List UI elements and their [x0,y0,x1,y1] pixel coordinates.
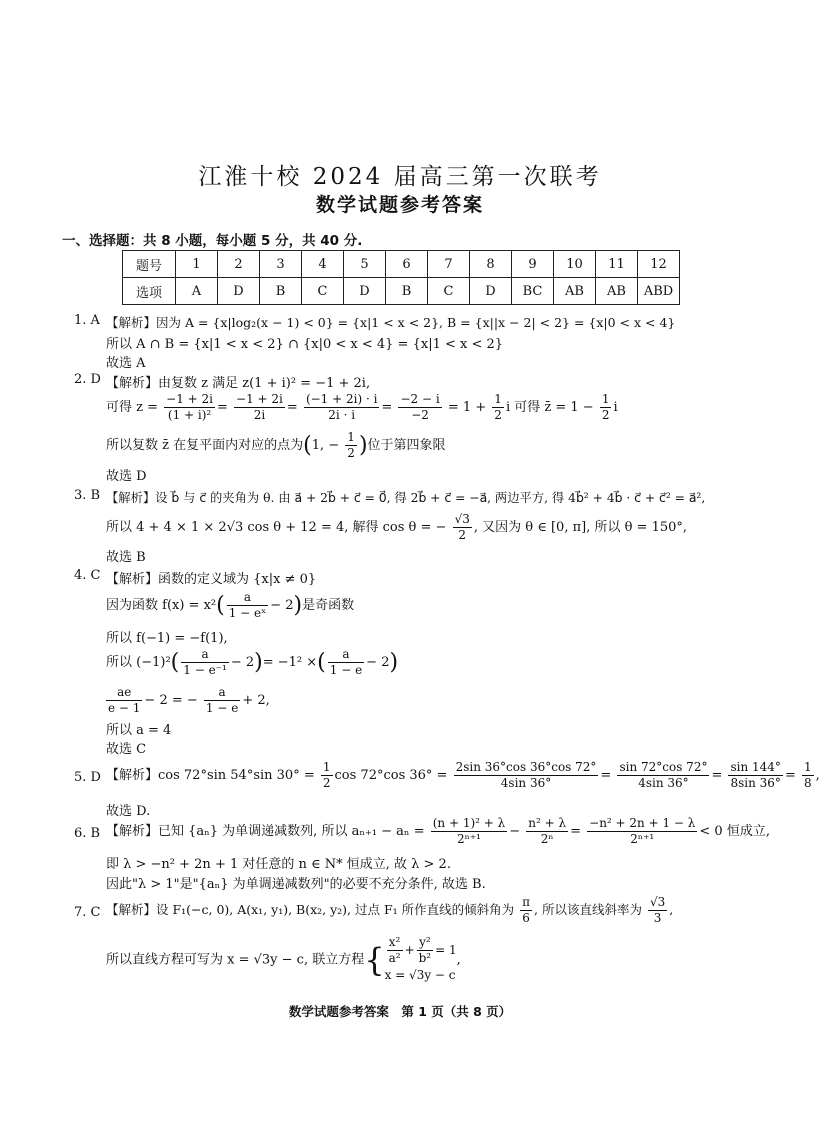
numerator: 1 [322,760,331,774]
table-cell: A [176,278,218,305]
fraction [587,816,697,847]
fraction [234,392,285,423]
equation-2: x = √3y − c [384,968,456,982]
q1-line2: 所以 A ∩ B = {x|1 < x < 2} ∩ {x|0 < x < 4} = {x|1 < x < 2} [106,337,504,352]
table-cell: 5 [344,251,386,278]
text: i 可得 z̄ = 1 − [505,400,594,415]
fraction [728,760,782,791]
denominator: (1 + i)² [167,408,212,422]
q1-line1: 【解析】因为 A = {x|log₂(x − 1) < 0} = {x|1 < x < 2}, B = {x||x − 2| < 2} = {x|0 < x < 4} [106,315,676,330]
text: − 2 [366,655,390,670]
fraction [431,816,508,847]
denominator: 4sin 36° [500,776,552,790]
q1-line3: 故选 A [106,356,146,371]
numerator: a [204,685,240,701]
text: < 0 恒成立, [699,824,770,839]
q4-line1: 【解析】函数的定义域为 {x|x ≠ 0} [106,572,317,587]
table-cell: C [428,278,470,305]
denominator: 1 − e [205,701,239,715]
text: 因为函数 f(x) = x² [106,598,217,613]
text: − 2 = − [144,693,198,708]
fraction [648,895,667,926]
text: 【解析】已知 {aₙ} 为单调递减数列, 所以 aₙ₊₁ − aₙ = [106,824,425,839]
table-cell: ABD [638,278,680,305]
fraction [106,685,142,716]
numerator: −1 + 2i [166,392,214,406]
q4-line5 [106,685,270,716]
fraction [526,816,568,847]
fraction [520,895,532,926]
text: + 2, [242,693,270,708]
table-cell: 8 [470,251,512,278]
page-title: 江淮十校 2024 届高三第一次联考 [198,164,602,190]
text: 是奇函数 [302,598,355,613]
numerator: √3 [649,895,666,909]
text: = 1 [435,943,457,957]
section-heading: 一、选择题：共 8 小题，每小题 5 分，共 40 分. [62,233,363,249]
fraction [328,647,364,678]
table-header-option: 选项 [123,278,176,305]
denominator: 6 [522,911,530,925]
numerator: (−1 + 2i) · i [305,392,378,406]
question-number: 4. C [74,568,101,583]
numerator: sin 72°cos 72° [619,760,708,774]
denominator: 8sin 36° [730,776,781,790]
text: + [404,943,415,957]
table-cell: B [260,278,302,305]
text: 位于第四象限 [367,438,446,453]
text: , [815,768,820,783]
denominator: a² [388,951,401,965]
numerator: −1 + 2i [236,392,283,406]
denominator: 2i · i [328,408,356,422]
q3-line3: 故选 B [106,550,146,565]
text: = 1 + [447,400,487,415]
table-cell: D [344,278,386,305]
question-number: 1. A [74,313,100,328]
table-cell: D [470,278,512,305]
text: − 2 [230,655,255,670]
q2-line3: 所以复数 z̄ 在复平面内对应的点为(1, − $\frac{1}{2}$ )位于第四象限 [106,430,446,460]
fraction [417,935,434,966]
table-cell: 9 [512,251,554,278]
fraction [345,430,357,461]
fraction [304,392,380,423]
text: 【解析】设 F₁(−c, 0), A(x₁, y₁), B(x₂, y₂), 过点 F₁ 所作直线的倾斜角为 [106,902,515,917]
text: 所以 4 + 4 × 1 × 2√3 cos θ + 12 = 4, 解得 cos θ = − [106,520,447,535]
fraction [204,685,240,716]
table-cell: 3 [260,251,302,278]
denominator: 4sin 36° [638,776,689,790]
page-footer: 数学试题参考答案 第 1 页（共 8 页） [288,1004,512,1019]
table-cell: BC [512,278,554,305]
numerator: 1 [347,430,355,444]
q2-line4: 故选 D [106,469,147,484]
table-cell: D [218,278,260,305]
fraction [600,392,612,423]
fraction [387,935,403,966]
q2-line1: 【解析】由复数 z 满足 z(1 + i)² = −1 + 2i, [106,376,371,391]
table-cell: AB [554,278,596,305]
fraction [617,760,709,791]
numerator: a [328,647,364,663]
text: 可得 z = [106,400,159,415]
text: , [669,902,674,917]
equation-1 [385,935,457,966]
table-cell: C [302,278,344,305]
q4-line7: 故选 C [106,742,147,757]
table-cell: 1 [176,251,218,278]
q6-line1: 【解析】已知 {aₙ} 为单调递减数列, 所以 aₙ₊₁ − aₙ = $\frac{\text{(n + 1)² + λ}}{\text{2ⁿ⁺¹}}$ − $\frac{\text{n² + λ}}{\text{2ⁿ}}$ = $\frac{\text{−n² + 2n + 1 − λ}}{\text{2ⁿ⁺¹}}$ < 0 恒成立, [106,816,770,846]
denominator: 2ⁿ⁺¹ [457,832,481,846]
text: , 又因为 θ ∈ [0, π], 所以 θ = 150°, [473,520,688,535]
numerator: 1 [601,392,610,406]
question-number: 5. D [74,770,101,785]
denominator: 1 − e [329,663,363,677]
denominator: 2 [458,528,467,542]
text: = −1² × [262,655,318,670]
text: 所以 (−1)² [106,655,171,670]
answer-table [122,250,680,305]
table-cell: AB [596,278,638,305]
text: cos 72°cos 36° = [334,768,448,783]
denominator: 2 [322,776,331,790]
question-number: 7. C [74,905,101,920]
q2-line2: 可得 z = $\frac{-1 + 2i}{\text{(1 + i)²}}$ = $\frac{-1 + 2i}{2i}$ = $\frac{(-1 + 2i) \cdot i}{2i \cdot i}$ = $\frac{-2 - i}{-2}$ = 1 + $\frac{1}{2}$ i 可得 z̄ = 1 − $\frac{1}{2}$ i [106,392,618,422]
numerator: ae [106,685,142,701]
denominator: 3 [653,911,662,925]
numerator: y² [417,935,434,951]
page-subtitle: 数学试题参考答案 [315,194,484,216]
text: 所以直线方程可写为 x = √3y − c, 联立方程 [106,952,365,968]
table-cell: 4 [302,251,344,278]
table-row-numbers [123,251,680,278]
text: 【解析】cos 72°sin 54°sin 30° = [106,768,315,783]
question-number: 2. D [74,372,101,387]
text: i [613,400,618,415]
question-number: 6. B [74,826,101,841]
question-number: 3. B [74,488,101,503]
denominator: 2ⁿ [540,832,554,846]
fraction [802,760,814,791]
numerator: −n² + 2n + 1 − λ [589,816,696,830]
text: , [456,952,461,968]
table-cell: 10 [554,251,596,278]
denominator: 2 [494,408,502,422]
table-cell: 11 [596,251,638,278]
q4-line4: 所以 (−1)²( $\frac{a}{\text{1 − e⁻¹}}$ − 2)= −1² ×( $\frac{a}{1 - e}$ − 2) [106,647,399,677]
numerator: 1 [803,760,812,774]
fraction [454,760,599,791]
denominator: e − 1 [108,701,141,715]
denominator: b² [418,951,432,965]
q5-line2: 故选 D. [106,804,151,819]
numerator: 1 [494,392,502,406]
denominator: 1 − e⁻¹ [183,663,227,677]
q3-line2 [106,512,687,543]
table-header-number: 题号 [123,251,176,278]
fraction [227,590,269,621]
numerator: n² + λ [528,816,567,830]
q7-line1 [106,895,673,926]
text: − 2 [270,598,294,613]
q4-line6: 所以 a = 4 [106,723,172,738]
table-cell: B [386,278,428,305]
numerator: a [181,647,229,663]
q4-line2: 因为函数 f(x) = x²( $\frac{a}{\text{1 − eˣ}}$ − 2)是奇函数 [106,590,355,620]
numerator: sin 144° [730,760,781,774]
numerator: x² [387,935,403,951]
q5-line1: 【解析】cos 72°sin 54°sin 30° = $\frac{1}{2}$ cos 72°cos 36° = $\frac{2\sin 36^\circ\cos 36^\circ\cos 72^\circ}{4\sin 36^\circ}$ = $\frac{\sin 72^\circ\cos 72^\circ}{4\sin 36^\circ}$ = $\frac{\sin 144^\circ}{8\sin 36^\circ}$ = $\frac{1}{8}$ , [106,760,820,790]
denominator: 1 − eˣ [228,606,267,620]
text: 所以复数 z̄ 在复平面内对应的点为 [106,438,304,453]
equation-system [385,935,457,985]
fraction [492,392,504,423]
fraction [164,392,215,423]
table-cell: 2 [218,251,260,278]
table-cell: 7 [428,251,470,278]
q6-line3: 因此"λ > 1"是"{aₙ} 为单调递减数列"的必要不充分条件, 故选 B. [106,877,486,892]
denominator: 2 [601,408,610,422]
fraction [321,760,333,791]
q6-line2: 即 λ > −n² + 2n + 1 对任意的 n ∈ N* 恒成立, 故 λ > 2. [106,857,451,872]
table-cell: 6 [386,251,428,278]
fraction [398,392,441,423]
q3-line1: 【解析】设 b⃗ 与 c⃗ 的夹角为 θ. 由 a⃗ + 2b⃗ + c⃗ = 0⃗, 得 2b⃗ + c⃗ = −a⃗, 两边平方, 得 4b⃗² + 4b⃗ · c⃗ + c⃗² = a⃗², [106,491,706,505]
table-row-answers [123,278,680,305]
denominator: 8 [803,776,812,790]
numerator: (n + 1)² + λ [432,816,506,830]
fraction [181,647,229,678]
numerator: a [227,590,269,606]
denominator: 2 [347,446,355,460]
q4-line3: 所以 f(−1) = −f(1), [106,631,228,646]
numerator: −2 − i [400,392,440,406]
text: 1, − [311,438,340,453]
table-cell: 12 [638,251,680,278]
denominator: −2 [411,408,429,422]
q7-line2: 所以直线方程可写为 x = √3y − c, 联立方程{ $\frac{\text{x²}}{\text{a²}}$ + $\frac{\text{y²}}{\text{b²}}$ = 1 x = √3y − c , [106,935,461,985]
fraction [453,512,472,543]
text: , 所以该直线斜率为 [534,902,642,917]
numerator: 2sin 36°cos 36°cos 72° [455,760,597,774]
denominator: 2i [253,408,266,422]
numerator: √3 [454,512,470,526]
denominator: 2ⁿ⁺¹ [630,832,655,846]
numerator: π [522,895,531,909]
